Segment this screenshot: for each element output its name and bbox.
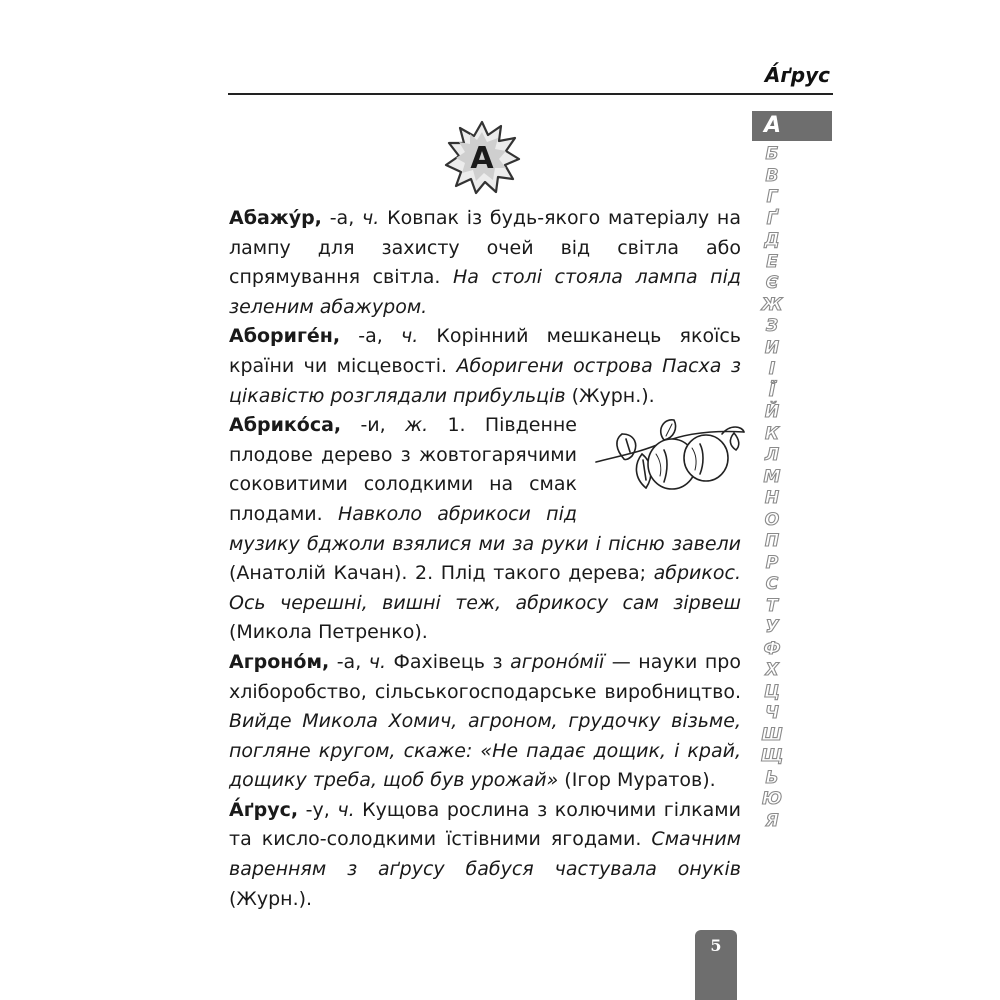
alphabet-letter[interactable]: Д — [764, 230, 780, 250]
alphabet-letter[interactable]: Ж — [761, 294, 783, 315]
source-citation: (Журн.). — [229, 887, 313, 910]
alphabet-letter[interactable]: Р — [765, 552, 779, 573]
alphabet-letter[interactable]: П — [764, 531, 780, 551]
alphabet-letter[interactable]: М — [763, 466, 781, 487]
apricot-branch-illustration — [594, 412, 748, 496]
dictionary-entries — [229, 204, 741, 914]
entry-aboryhen: Абориге́н, -а, ч. Корінний мешканець якоїсь країни чи місцевості. Аборигени острова Пасха з цікавістю розглядали прибульців (Журн.). — [229, 325, 741, 407]
alphabet-letter[interactable]: Т — [766, 595, 778, 616]
alphabet-letter[interactable]: Ф — [763, 638, 781, 659]
alphabet-letter[interactable]: Г — [766, 187, 778, 207]
alphabet-letter[interactable]: Ю — [762, 789, 782, 809]
section-letter: А — [470, 141, 494, 176]
alphabet-letter[interactable]: И — [764, 337, 780, 358]
alphabet-letter[interactable]: С — [765, 574, 779, 594]
example-text: Вийде Микола Хомич, агроном, грудочку візьме, погляне кругом, скаже: «Не падає дощик, і край, дощику треба, щоб був урожай» — [229, 710, 741, 792]
alphabet-letter[interactable]: З — [765, 316, 779, 336]
alphabet-letter[interactable]: В — [765, 165, 779, 186]
example-text: На столі стояла лампа під зеленим абажуром. — [229, 266, 742, 318]
example-text: Смачним варенням з аґрусу бабуся частувала онуків — [229, 828, 741, 881]
entry-abazhur: Абажу́р, -а, ч. Ковпак із будь-якого матеріалу на лампу для захисту очей від світла або спрямування світла. На столі стояла лампа під зеленим абажуром. — [229, 207, 742, 318]
headword: Абажу́р, — [229, 207, 322, 229]
alphabet-letter[interactable]: Ч — [765, 703, 779, 723]
alphabet-letter[interactable]: Ц — [764, 681, 780, 702]
headword: Агроно́м, — [229, 650, 330, 673]
alphabet-letter[interactable]: Щ — [760, 746, 784, 766]
alphabet-letter[interactable]: О — [764, 509, 780, 530]
source-citation: (Журн.). — [565, 384, 655, 407]
alphabet-index — [752, 144, 792, 832]
alphabet-letter[interactable]: Є — [765, 273, 779, 293]
alphabet-letter[interactable]: Н — [764, 488, 780, 508]
entry-abrykosa: Абрико́са, -и, ж. 1. Південне плодове дерево з жовтогарячими соковитими солодкими на смак плодами. Навколо абрикоси під музику бджоли взялися ми за руки і пісню завели (Анатолій Качан). 2. Плід такого дерева; абрикос. Ось черешні, вишні теж, абрикосу сам зірвеш (Микола Петренко). — [229, 414, 741, 644]
page-number: 5 — [695, 930, 737, 1000]
header-rule — [228, 93, 833, 95]
alphabet-letter[interactable]: У — [765, 617, 779, 637]
example-text: Ось черешні, вишні теж, абрикосу сам зірвеш — [229, 591, 741, 614]
running-head: А́ґрус — [764, 63, 830, 87]
alphabet-letter[interactable]: Я — [765, 810, 779, 831]
entry-agrus: А́ґрус, -у, ч. Кущова рослина з колючими гілками та кисло-солодкими їстівними ягодами. Смачним варенням з аґрусу бабуся частувала онуків (Журн.). — [229, 798, 741, 910]
example-text: Аборигени острова Пасха з цікавістю розглядали прибульців — [229, 354, 741, 407]
alphabet-letter[interactable]: Ш — [761, 724, 783, 745]
alphabet-letter[interactable]: Ґ — [766, 208, 778, 229]
alphabet-letter[interactable]: Е — [766, 251, 778, 272]
section-letter-badge — [443, 118, 521, 196]
cross-reference: агроно́мії — [510, 650, 605, 673]
alphabet-letter[interactable]: К — [765, 423, 779, 444]
alphabet-letter[interactable]: Х — [765, 660, 779, 680]
headword: Абориге́н, — [229, 325, 341, 348]
headword: А́ґрус, — [229, 798, 299, 821]
alphabet-letter[interactable]: І — [768, 359, 776, 379]
headword: Абрико́са, — [229, 414, 342, 437]
alphabet-letter[interactable]: Й — [764, 402, 780, 422]
alphabet-letter[interactable]: Л — [764, 445, 780, 465]
source-citation: (Микола Петренко). — [229, 621, 428, 644]
current-letter-tab-label: А — [764, 113, 782, 138]
entry-ahronom: Агроно́м, -а, ч. Фахівець з агроно́мії — науки про хліборобство, сільськогосподарське виробництво. Вийде Микола Хомич, агроном, грудочку візьме, погляне кругом, скаже: «Не падає дощик, і край, дощику треба, щоб був урожай» (Ігор Муратов). — [229, 650, 741, 792]
alphabet-letter[interactable]: Ї — [768, 380, 776, 401]
example-text: Навколо абрикоси під музику бджоли взялися ми за руки і пісню завели — [229, 502, 741, 555]
alphabet-letter[interactable]: Ь — [765, 767, 779, 788]
current-letter-tab[interactable] — [752, 111, 832, 141]
source-citation: (Ігор Муратов). — [558, 769, 716, 792]
source-citation: (Анатолій Качан). — [229, 562, 416, 585]
alphabet-letter[interactable]: Б — [765, 144, 779, 164]
